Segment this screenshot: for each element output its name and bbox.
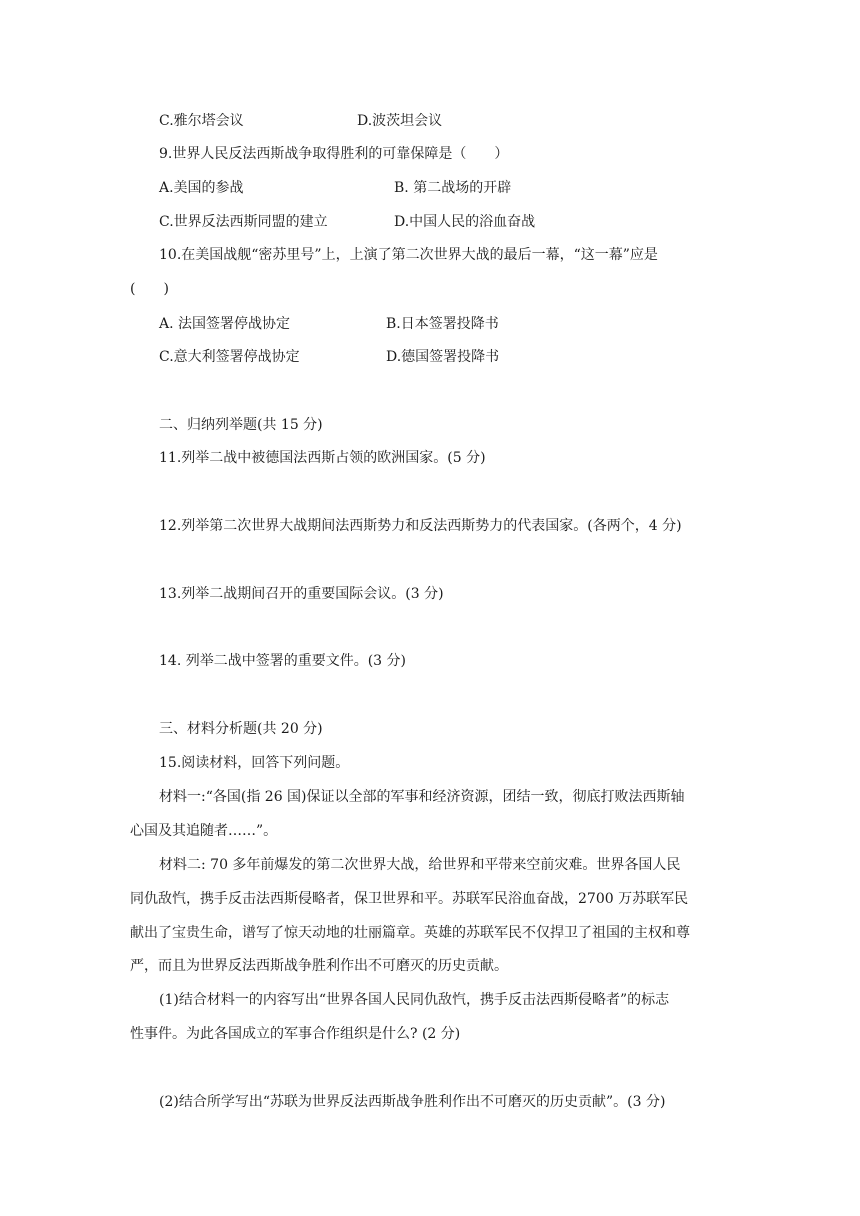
q14-text: 14. 列举二战中签署的重要文件。(3 分): [159, 653, 406, 669]
q9-option-b: B. 第二战场的开辟: [394, 180, 512, 196]
material2-line3: 献出了宝贵生命，谱写了惊天动地的壮丽篇章。英雄的苏联军民不仅捍卫了祖国的主权和尊: [130, 925, 690, 941]
q10-option-c: C.意大利签署停战协定: [159, 349, 300, 365]
material2-line4: 严，而且为世界反法西斯战争胜利作出不可磨灭的历史贡献。: [130, 958, 508, 974]
q9-option-a: A.美国的参战: [159, 180, 244, 196]
q13-text: 13.列举二战期间召开的重要国际会议。(3 分): [159, 586, 444, 602]
q9-option-c: C.世界反法西斯同盟的建立: [159, 214, 328, 230]
q10-option-d: D.德国签署投降书: [386, 349, 500, 365]
q12-text: 12.列举第二次世界大战期间法西斯势力和反法西斯势力的代表国家。(各两个，4 分): [159, 518, 682, 534]
section2-heading: 二、归纳列举题(共 15 分): [159, 417, 323, 433]
q8-option-d: D.波茨坦会议: [357, 113, 443, 129]
subq1-line1: (1)结合材料一的内容写出“世界各国人民同仇敌忾，携手反击法西斯侵略者”的标志: [159, 992, 670, 1008]
q10-stem-line2: ( ): [130, 281, 169, 297]
q15-stem: 15.阅读材料，回答下列问题。: [159, 755, 350, 771]
q10-option-b: B.日本签署投降书: [386, 316, 499, 332]
section3-heading: 三、材料分析题(共 20 分): [159, 721, 323, 737]
subq1-line2: 性事件。为此各国成立的军事合作组织是什么? (2 分): [130, 1026, 461, 1042]
q9-option-d: D.中国人民的浴血奋战: [394, 214, 536, 230]
material2-line1: 材料二: 70 多年前爆发的第二次世界大战，给世界和平带来空前灾难。世界各国人民: [159, 857, 681, 873]
q9-stem: 9.世界人民反法西斯战争取得胜利的可靠保障是（ ）: [159, 146, 509, 162]
material2-line2: 同仇敌忾，携手反击法西斯侵略者，保卫世界和平。苏联军民浴血奋战，2700 万苏联军民: [130, 891, 689, 907]
q10-option-a: A. 法国签署停战协定: [159, 316, 291, 332]
q8-option-c: C.雅尔塔会议: [159, 113, 244, 129]
q11-text: 11.列举二战中被德国法西斯占领的欧洲国家。(5 分): [159, 450, 486, 466]
material1-line2: 心国及其追随者……”。: [130, 823, 278, 839]
subq2-text: (2)结合所学写出“苏联为世界反法西斯战争胜利作出不可磨灭的历史贡献”。(3 分): [159, 1094, 666, 1110]
material1-line1: 材料一:“各国(指 26 国)保证以全部的军事和经济资源，团结一致，彻底打败法西斯轴: [159, 789, 685, 805]
q10-stem-line1: 10.在美国战舰“密苏里号”上，上演了第二次世界大战的最后一幕，“这一幕”应是: [159, 247, 658, 263]
